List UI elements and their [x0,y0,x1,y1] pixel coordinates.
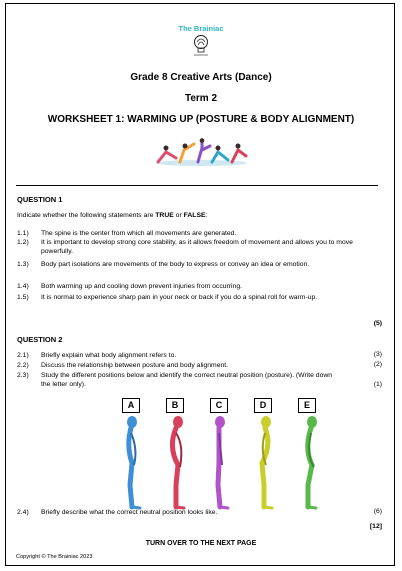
figure-a-icon [127,416,140,508]
figure-label-e: E [298,398,316,413]
item-text: Study the different positions below and identify the correct neutral position (posture). (Write down the letter only). [41,372,333,388]
section-divider [16,185,378,186]
item-text: Briefly describe what the correct neutral position looks like. [41,509,218,516]
question-2-title: QUESTION 2 [17,335,63,344]
figure-d-icon [261,416,272,508]
worksheet-grade: Grade 8 Creative Arts (Dance) [130,72,272,83]
dancers-illustration-icon [150,138,252,166]
figure-c-icon [215,416,228,508]
item-number: 2.2) [17,362,29,369]
item-mark: (6) [373,508,382,515]
question-1-instruction: Indicate whether the following statements are TRUE or FALSE: [17,212,208,219]
item-number: 2.1) [17,352,29,359]
item-mark: (1) [373,381,382,388]
question-1-total: (5) [373,320,382,327]
item-text: Both warming up and cooling down prevent injuries from occurring. [41,283,242,290]
item-text: Discuss the relationship between posture and body alignment. [41,362,229,369]
figure-label-d: D [254,398,272,413]
figure-label-c: C [210,398,228,413]
item-text: Briefly explain what body alignment refers to. [41,352,177,359]
item-text: Body part isolations are movements of the body to express or convey an idea or emotion. [41,261,310,268]
figure-label-a: A [122,398,140,413]
worksheet-term: Term 2 [184,93,218,104]
item-number: 1.5) [17,294,29,301]
item-mark: (2) [373,361,382,368]
question-1-title: QUESTION 1 [17,195,63,204]
question-2-total: [12] [369,523,382,530]
turn-over-note: TURN OVER TO THE NEXT PAGE [145,540,257,547]
item-number: 2.4) [17,509,29,516]
item-text: The spine is the center from which all movements are generated. [41,230,237,237]
item-number: 2.3) [17,372,29,379]
lightbulb-logo-icon [191,34,211,58]
item-text: It is important to develop strong core stability, as it allows freedom of movement and allows you to move powerfully. [41,239,353,255]
item-number: 1.2) [17,239,29,246]
item-number: 1.1) [17,230,29,237]
item-number: 1.3) [17,261,29,268]
item-mark: (3) [373,351,382,358]
posture-figures [110,415,350,510]
figure-e-icon [307,416,317,508]
figure-b-icon [172,416,184,508]
figure-label-b: B [166,398,184,413]
item-text: It is normal to experience sharp pain in your neck or back if you do a spinal roll for warm-up. [41,294,318,301]
brand-name: The Brainiac [178,24,224,33]
item-number: 1.4) [17,283,29,290]
copyright-notice: Copyright © The Brainiac 2023 [16,554,93,560]
worksheet-title: WORKSHEET 1: WARMING UP (POSTURE & BODY ALIGNMENT) [47,114,355,125]
